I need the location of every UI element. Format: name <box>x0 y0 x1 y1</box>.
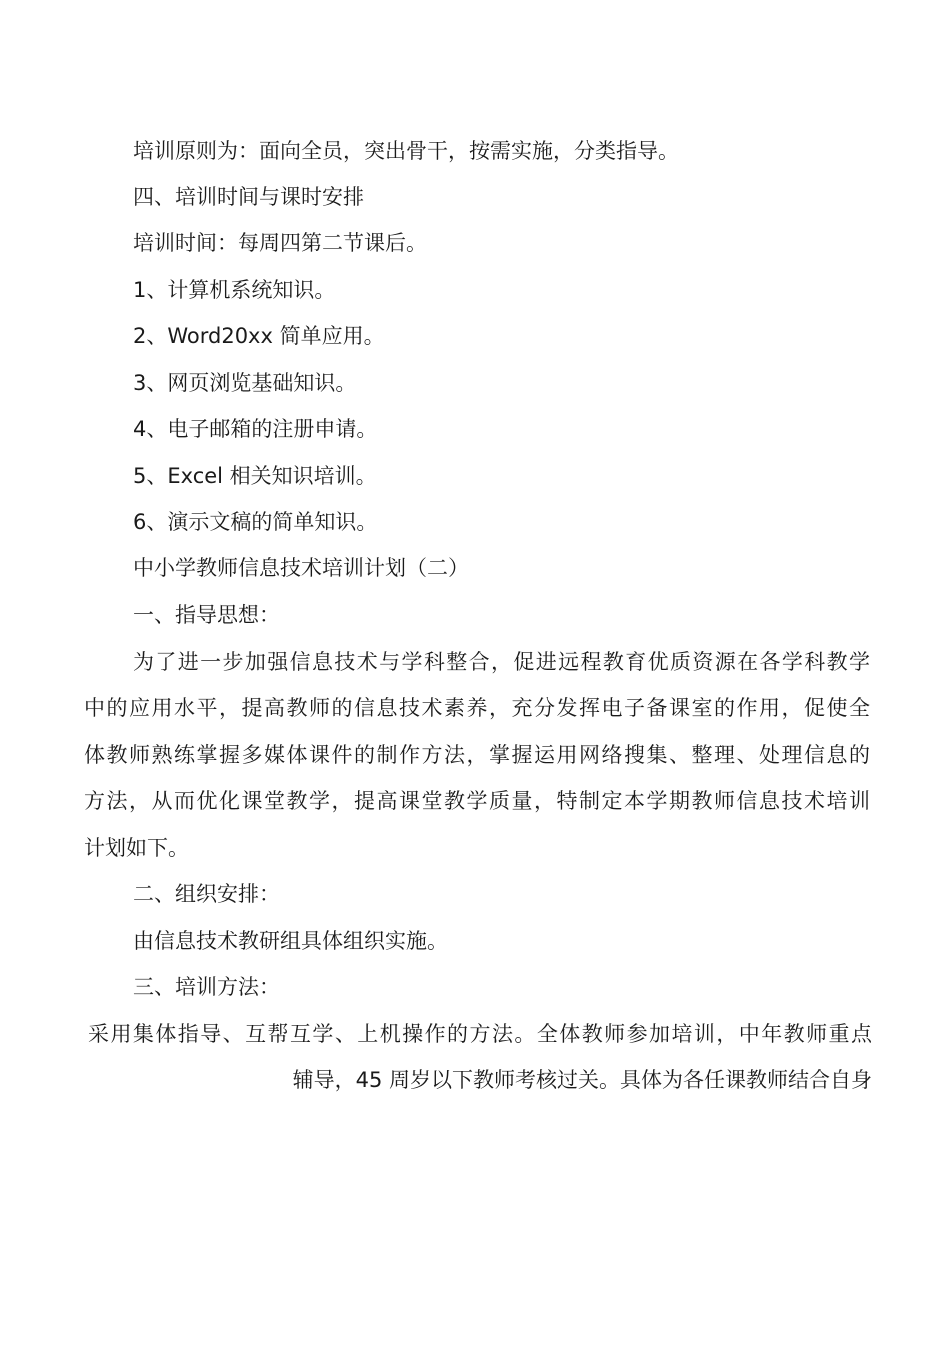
organization-line: 由信息技术教研组具体组织实施。 <box>133 929 448 953</box>
paragraph-line-5: 计划如下。 <box>84 836 189 860</box>
list-item-2: 2、Word20xx 简单应用。 <box>133 324 385 348</box>
list-item-3: 3、网页浏览基础知识。 <box>133 371 357 395</box>
method-line-1: 采用集体指导、互帮互学、上机操作的方法。全体教师参加培训，中年教师重点 <box>88 1022 872 1046</box>
list-item-1: 1、计算机系统知识。 <box>133 278 336 302</box>
document-subtitle: 中小学教师信息技术培训计划（二） <box>133 556 469 580</box>
list-item-4: 4、电子邮箱的注册申请。 <box>133 417 378 441</box>
training-principle-line: 培训原则为：面向全员，突出骨干，按需实施，分类指导。 <box>133 139 679 163</box>
section-heading-method: 三、培训方法： <box>133 975 280 999</box>
section-heading-schedule: 四、培训时间与课时安排 <box>133 185 364 209</box>
paragraph-line-1: 为了进一步加强信息技术与学科整合，促进远程教育优质资源在各学科教学 <box>133 650 870 674</box>
paragraph-line-4: 方法，从而优化课堂教学，提高课堂教学质量，特制定本学期教师信息技术培训 <box>84 789 870 813</box>
paragraph-line-3: 体教师熟练掌握多媒体课件的制作方法，掌握运用网络搜集、整理、处理信息的 <box>84 743 870 767</box>
section-heading-organization: 二、组织安排： <box>133 882 280 906</box>
list-item-5: 5、Excel 相关知识培训。 <box>133 464 377 488</box>
section-heading-guiding-thought: 一、指导思想： <box>133 603 280 627</box>
list-item-6: 6、演示文稿的简单知识。 <box>133 510 378 534</box>
paragraph-line-2: 中的应用水平，提高教师的信息技术素养，充分发挥电子备课室的作用，促使全 <box>84 696 870 720</box>
method-line-2: 辅导，45 周岁以下教师考核过关。具体为各任课教师结合自身 <box>292 1068 872 1092</box>
training-time-line: 培训时间：每周四第二节课后。 <box>133 231 427 255</box>
